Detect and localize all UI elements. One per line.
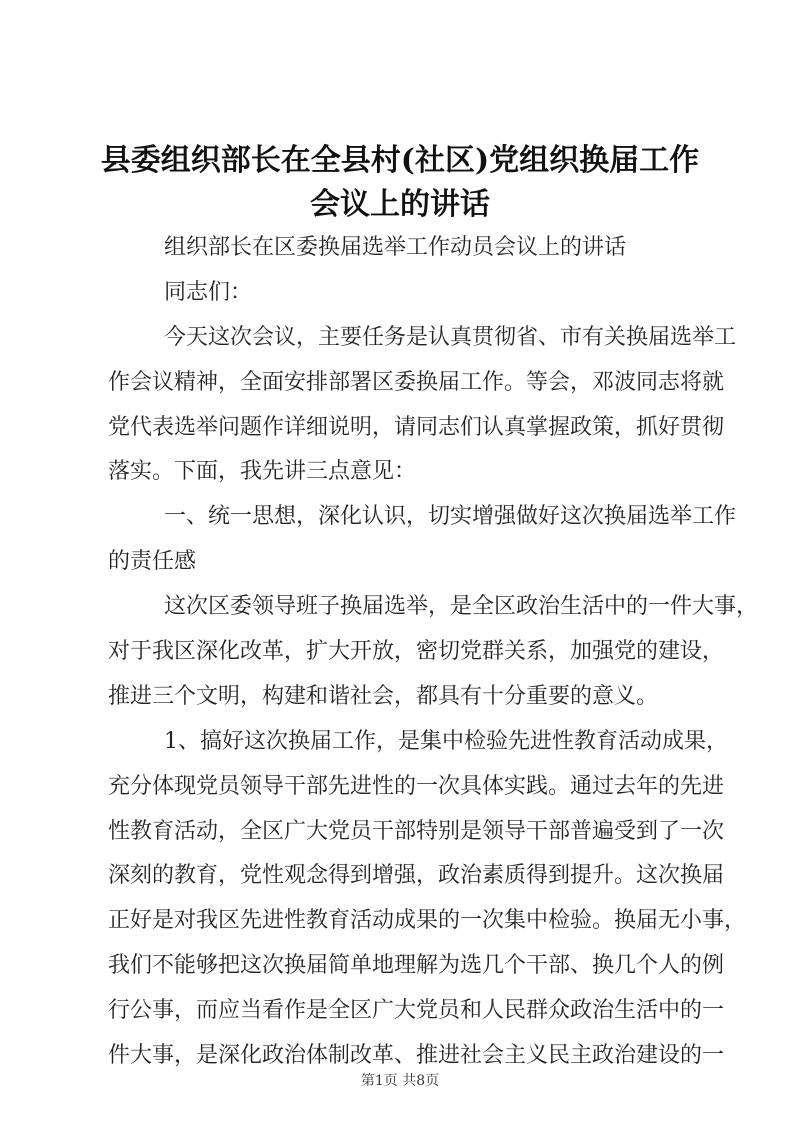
paragraph-line: 组织部长在区委换届选举工作动员会议上的讲话 <box>164 235 627 260</box>
paragraph-line: 深刻的教育，党性观念得到增强，政治素质得到提升。这次换届 <box>108 863 725 889</box>
paragraph-line: 我们不能够把这次换届简单地理解为选几个干部、换几个人的例 <box>108 953 725 979</box>
paragraph-line: 1、搞好这次换届工作，是集中检验先进性教育活动成果， <box>164 728 728 754</box>
paragraph-line: 件大事，是深化政治体制改革、推进社会主义民主政治建设的一 <box>108 1043 725 1069</box>
paragraph <box>108 585 759 720</box>
paragraph-line: 今天这次会议，主要任务是认真贯彻省、市有关换届选举工 <box>164 324 737 350</box>
paragraph-line: 充分体现党员领导干部先进性的一次具体实践。通过去年的先进 <box>108 773 725 799</box>
paragraph-line: 这次区委领导班子换届选举，是全区政治生活中的一件大事， <box>164 594 759 620</box>
paragraph-line: 对于我区深化改革，扩大开放，密切党群关系，加强党的建设， <box>108 639 725 665</box>
paragraph-line: 性教育活动，全区广大党员干部特别是领导干部普遍受到了一次 <box>108 818 725 844</box>
document-body <box>108 226 759 1079</box>
paragraph <box>108 720 747 1079</box>
paragraph-line: 一、统一思想，深化认识，切实增强做好这次换届选举工作 <box>164 504 737 530</box>
paragraph-line: 正好是对我区先进性教育活动成果的一次集中检验。换届无小事， <box>108 908 747 934</box>
paragraph <box>108 316 737 496</box>
paragraph-line: 落实。下面，我先讲三点意见： <box>108 459 417 485</box>
paragraph-line: 同志们： <box>164 279 253 305</box>
document-title-line-1: 县委组织部长在全县村(社区)党组织换届工作 <box>100 143 700 178</box>
document-title-line-2: 会议上的讲话 <box>310 187 490 222</box>
paragraph <box>108 271 712 316</box>
paragraph <box>108 495 737 585</box>
paragraph-line: 行公事，而应当看作是全区广大党员和人民群众政治生活中的一 <box>108 998 725 1024</box>
paragraph-line: 推进三个文明，构建和谐社会，都具有十分重要的意义。 <box>108 683 659 709</box>
paragraph-line: 党代表选举问题作详细说明，请同志们认真掌握政策，抓好贯彻 <box>108 414 725 440</box>
page-footer: 第1页 共8页 <box>360 1073 440 1089</box>
paragraph <box>108 226 712 271</box>
paragraph-line: 的责任感 <box>108 549 197 575</box>
paragraph-line: 作会议精神，全面安排部署区委换届工作。等会，邓波同志将就 <box>108 369 725 395</box>
